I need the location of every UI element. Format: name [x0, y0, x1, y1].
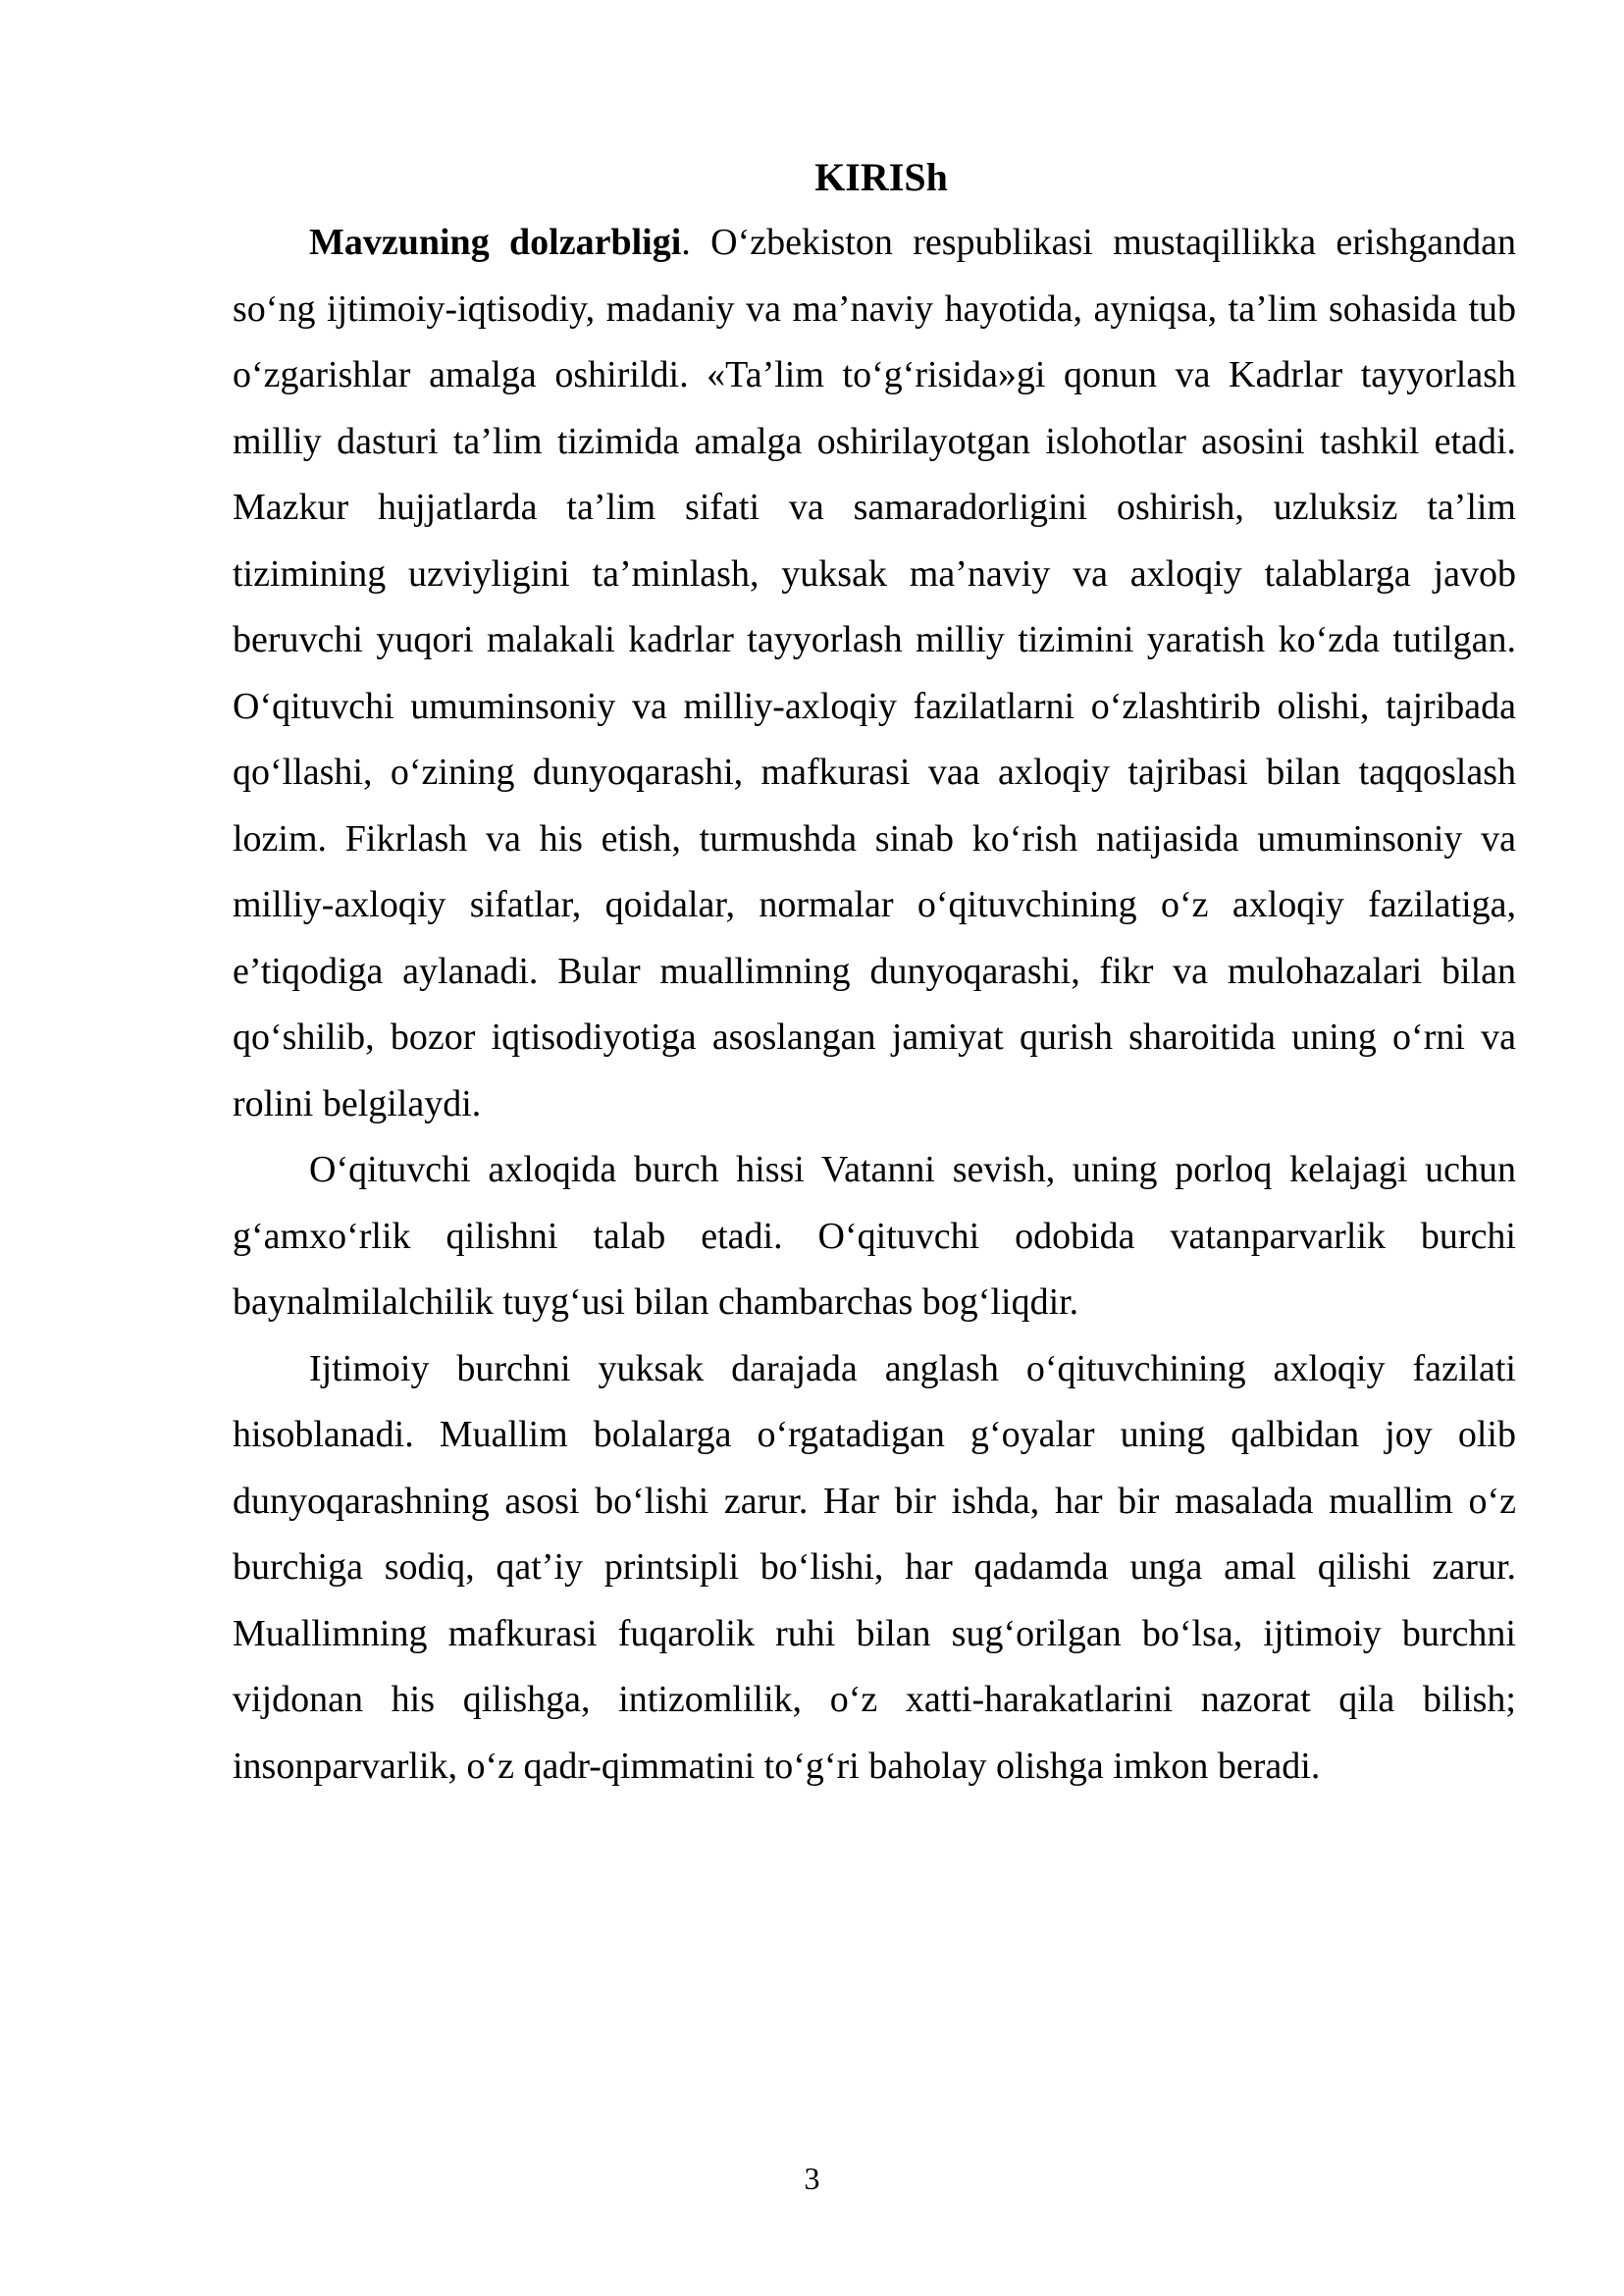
- paragraph-relevance: [233, 210, 1516, 1137]
- paragraph-text: Ijtimoiy burchni yuksak darajada anglash o‘qituvchining axloqiy fazilati hisoblanadi. Muallim bolalarga o‘rgatadigan g‘oyalar uning qalbidan joy olib dunyoqarashning asosi bo‘lishi zarur. Har bir ishda, har bir masalada muallim o‘z burchiga sodiq, qat’iy printsipli bo‘lishi, har qadamda unga amal qilishi zarur. Muallimning mafkurasi fuqarolik ruhi bilan sug‘orilgan bo‘lsa, ijtimoiy burchni vijdonan his qilishga, intizomlilik, o‘z xatti-harakatlarini nazorat qila bilish; insonparvarlik, o‘z qadr-qimmatini to‘g‘ri baholay olishga imkon beradi.: [233, 1347, 1516, 1787]
- page-number: 3: [804, 2161, 820, 2196]
- paragraph-lead-bold: Mavzuning dolzarbligi: [309, 222, 682, 263]
- paragraph-duty: [233, 1137, 1516, 1336]
- page-content: [233, 145, 1516, 1800]
- paragraph-text: O‘qituvchi axloqida burch hissi Vatanni sevish, uning porloq kelajagi uchun g‘amxo‘rlik qilishni talab etadi. O‘qituvchi odobida vatanparvarlik burchi baynalmilalchilik tuyg‘usi bilan chambarchas bog‘liqdir.: [233, 1149, 1516, 1323]
- section-heading: KIRISh: [814, 155, 948, 199]
- paragraph-text: . O‘zbekiston respublikasi mustaqillikka erishgandan so‘ng ijtimoiy-iqtisodiy, madaniy va ma’naviy hayotida, ayniqsa, ta’lim sohasida tub o‘zgarishlar amalga oshirildi. «Ta’lim to‘g‘risida»gi qonun va Kadrlar tayyorlash milliy dasturi ta’lim tizimida amalga oshirilayotgan islohotlar asosini tashkil etadi. Mazkur hujjatlarda ta’lim sifati va samaradorligini oshirish, uzluksiz ta’lim tizimining uzviyligini ta’minlash, yuksak ma’naviy va axloqiy talablarga javob beruvchi yuqori malakali kadrlar tayyorlash milliy tizimini yaratish ko‘zda tutilgan. O‘qituvchi umuminsoniy va milliy-axloqiy fazilatlarni o‘zlashtirib olishi, tajribada qo‘llashi, o‘zining dunyoqarashi, mafkurasi vaa axloqiy tajribasi bilan taqqoslash lozim. Fikrlash va his etish, turmushda sinab ko‘rish natijasida umuminsoniy va milliy-axloqiy sifatlar, qoidalar, normalar o‘qituvchining o‘z axloqiy fazilatiga, e’tiqodiga aylanadi. Bular muallimning dunyoqarashi, fikr va mulohazalari bilan qo‘shilib, bozor iqtisodiyotiga asoslangan jamiyat qurish sharoitida uning o‘rni va rolini belgilaydi.: [233, 222, 1517, 1124]
- paragraph-social-duty: [233, 1336, 1516, 1800]
